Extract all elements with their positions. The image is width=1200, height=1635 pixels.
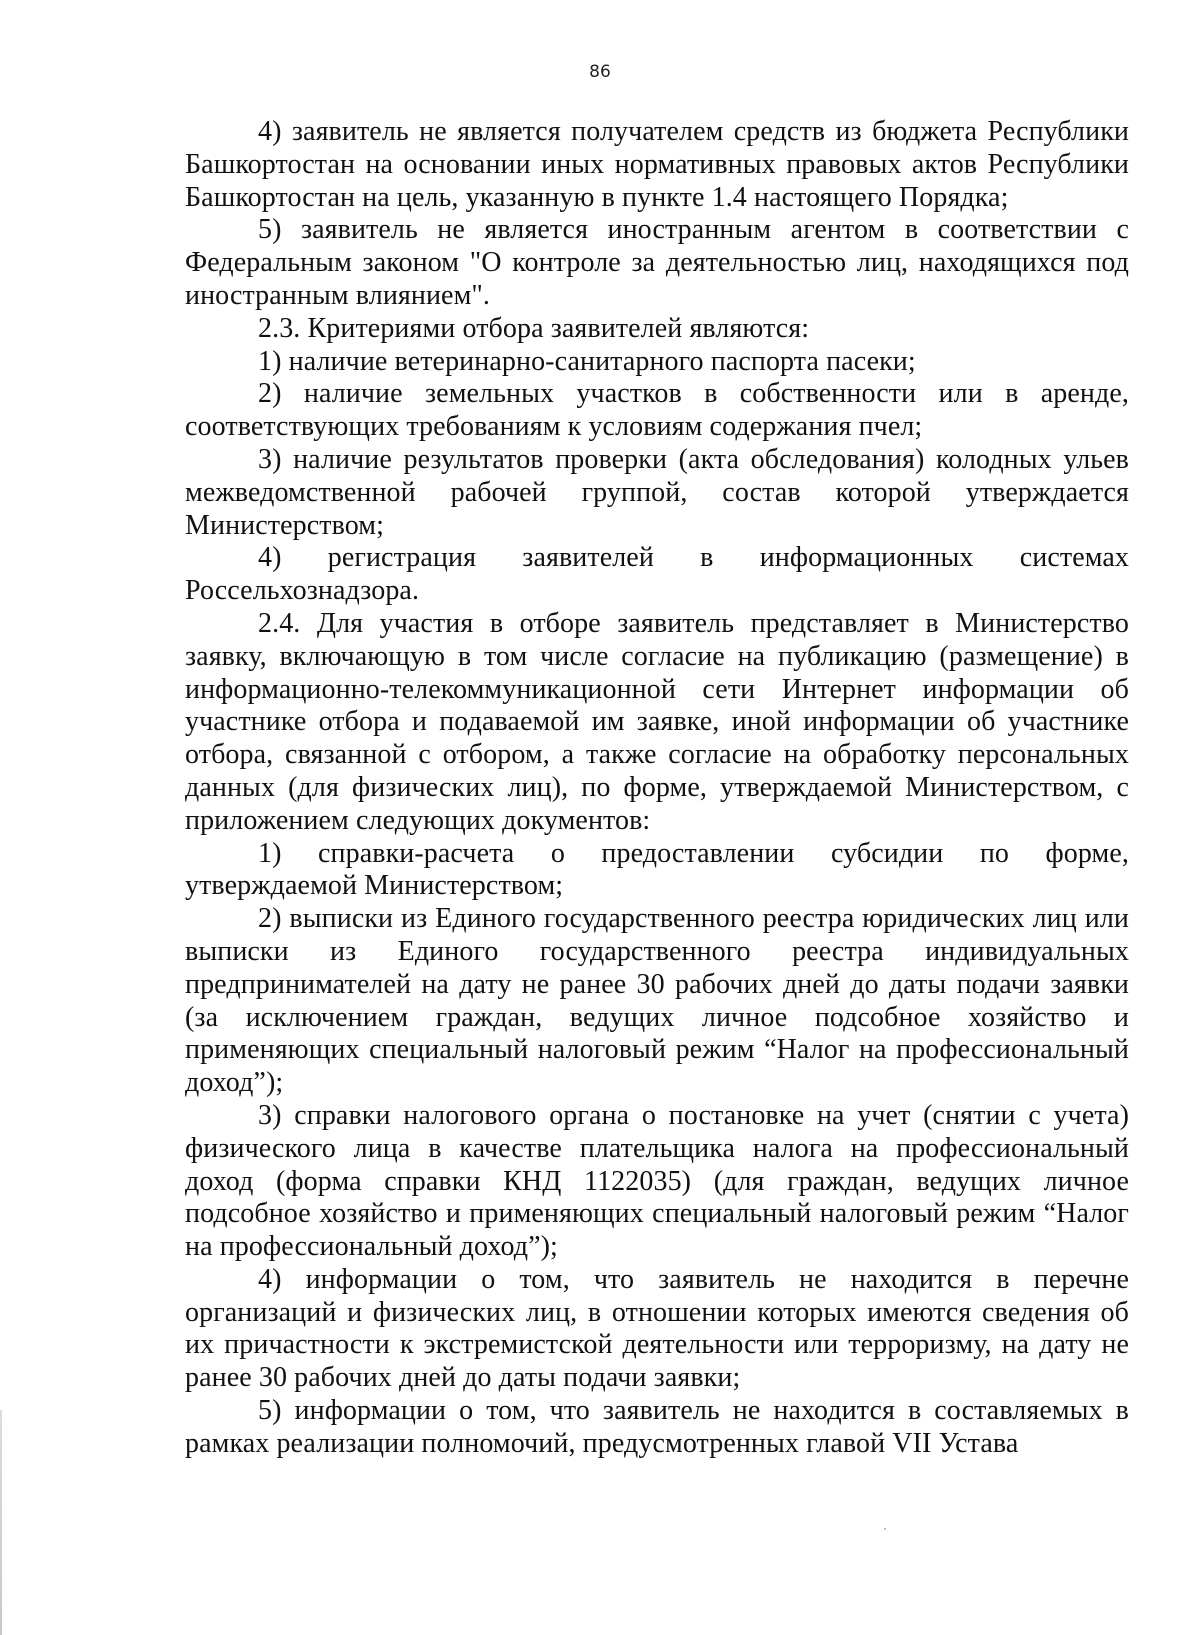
- paragraph-selection-3-inspection: 3) наличие результатов проверки (акта обследования) колодных ульев межведомственной рабочей группой, состав которой утверждается Министерством;: [185, 443, 1129, 541]
- page-number: 86: [589, 62, 611, 82]
- paragraph-criterion-4-budget: 4) заявитель не является получателем средств из бюджета Республики Башкортостан на основании иных нормативных правовых актов Республики Башкортостан на цель, указанную в пункте 1.4 настоящего Порядка;: [185, 116, 1129, 213]
- paragraph-document-5-un-lists: 5) информации о том, что заявитель не находится в составляемых в рамках реализации полномочий, предусмотренных главой VII Устава: [185, 1395, 1129, 1459]
- paragraph-selection-1-passport: 1) наличие ветеринарно-санитарного паспорта пасеки;: [258, 345, 916, 377]
- paragraph-document-2-registry-extract: 2) выписки из Единого государственного реестра юридических лиц или выписки из Единого государственного реестра индивидуальных предпринимателей на дату не ранее 30 рабочих дней до даты подачи заявки (за исключением граждан, ведущих личное подсобное хозяйство и применяющих специальный налоговый режим “Налог на профессиональный доход”);: [185, 903, 1129, 1099]
- paragraph-selection-2-land: 2) наличие земельных участков в собственности или в аренде, соответствующих требованиям к условиям содержания пчел;: [185, 378, 1129, 443]
- document-body: [185, 116, 1129, 1461]
- paragraph-section-2-4: 2.4. Для участия в отборе заявитель представляет в Министерство заявку, включающую в том числе согласие на публикацию (размещение) в информационно-телекоммуникационной сети Интернет информации об участнике отбора и подаваемой им заявке, иной информации об участнике отбора, связанной с отбором, а также согласие на обработку персональных данных (для физических лиц), по форме, утверждаемой Министерством, с приложением следующих документов:: [185, 607, 1129, 836]
- paragraph-criterion-5-foreign-agent: 5) заявитель не является иностранным агентом в соответствии с Федеральным законом "О контроле за деятельностью лиц, находящихся под иностранным влиянием".: [185, 214, 1129, 311]
- paragraph-document-4-extremism-list: 4) информации о том, что заявитель не находится в перечне организаций и физических лиц, в отношении которых имеются сведения об их причастности к экстремистской деятельности или терроризму, на дату не ранее 30 рабочих дней до даты подачи заявки;: [185, 1263, 1129, 1394]
- paragraph-document-1-calculation: 1) справки-расчета о предоставлении субсидии по форме, утверждаемой Министерством;: [185, 837, 1129, 902]
- scan-speck: [884, 1528, 886, 1530]
- scan-edge-shadow: [0, 1410, 2, 1635]
- paragraph-section-2-3: 2.3. Критериями отбора заявителей являются:: [258, 312, 810, 344]
- paragraph-selection-4-registration: 4) регистрация заявителей в информационных системах Россельхознадзора.: [185, 542, 1129, 607]
- paragraph-document-3-tax-certificate: 3) справки налогового органа о постановке на учет (снятии с учета) физического лица в качестве плательщика налога на профессиональный доход (форма справки КНД 1122035) (для граждан, ведущих личное подсобное хозяйство и применяющих специальный налоговый режим “Налог на профессиональный доход”);: [185, 1099, 1129, 1263]
